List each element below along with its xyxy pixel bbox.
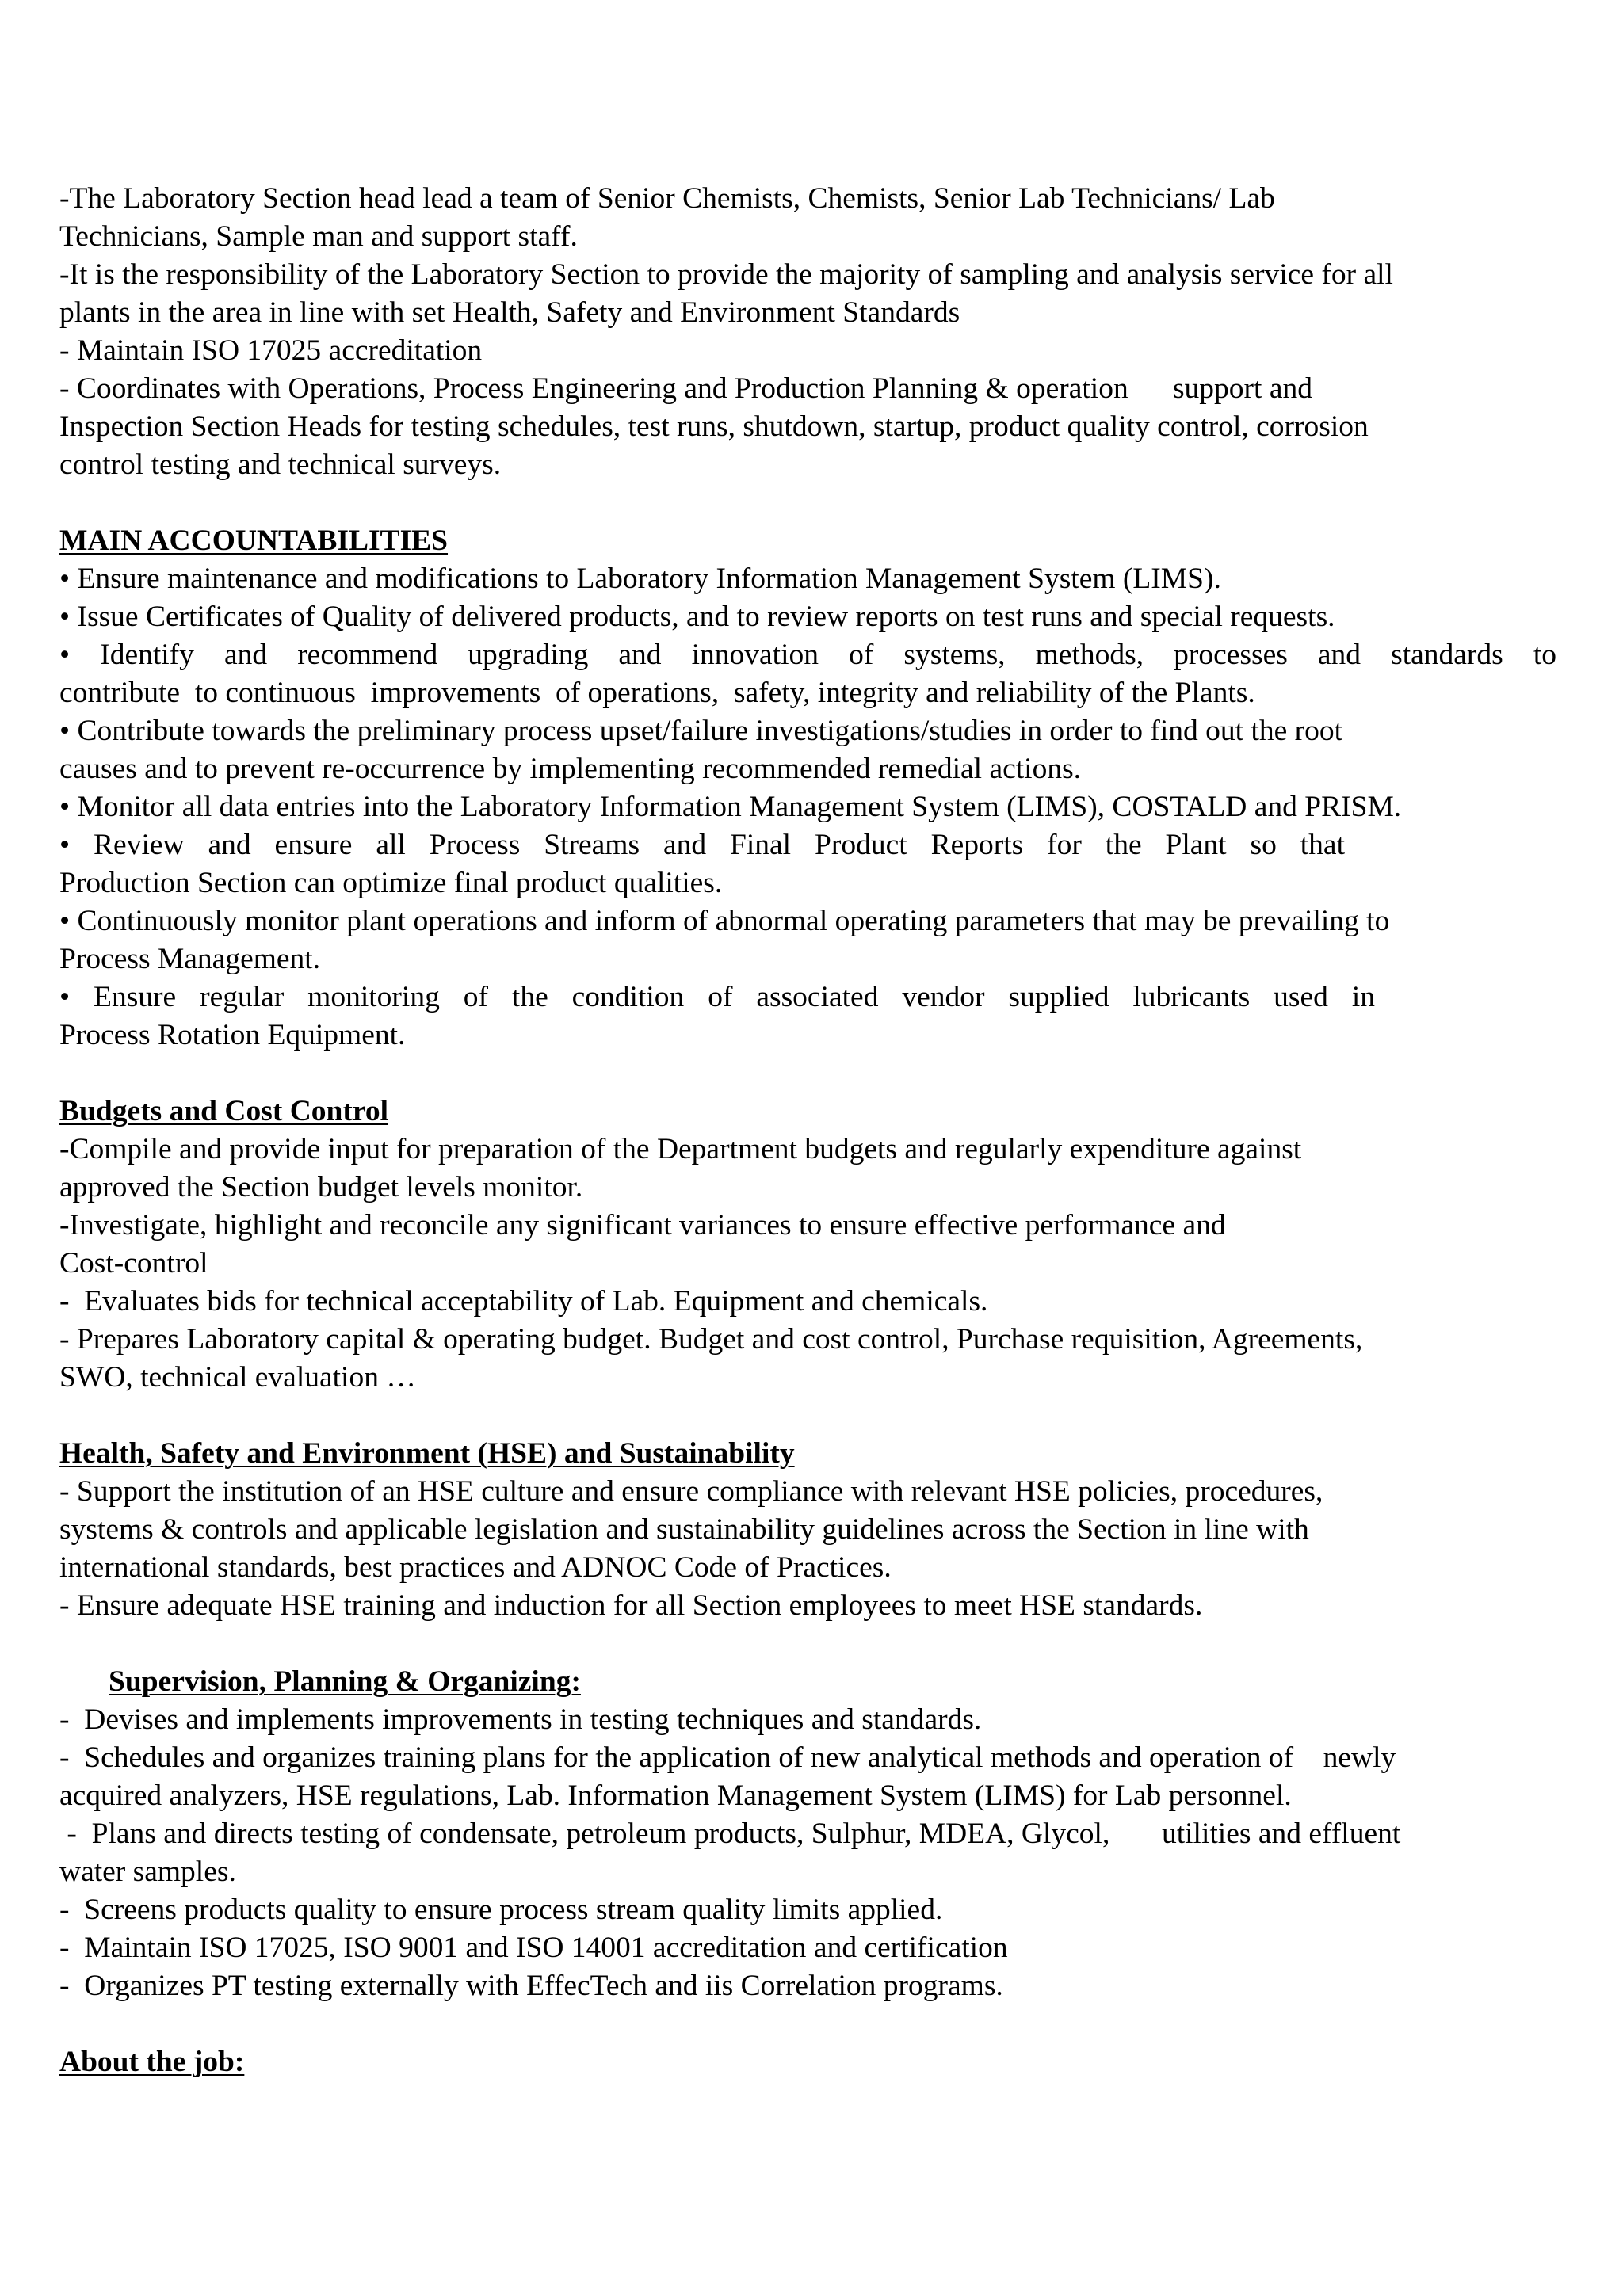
accountability-line: contribute to continuous improvements of operations, safety, integrity and reliability of the Plants. bbox=[59, 677, 1255, 709]
hse-line: international standards, best practices and ADNOC Code of Practices. bbox=[59, 1551, 892, 1584]
supervision-line: - Organizes PT testing externally with EffecTech and iis Correlation programs. bbox=[59, 1970, 1003, 2002]
intro-line: Inspection Section Heads for testing schedules, test runs, shutdown, startup, product quality control, corrosion bbox=[59, 410, 1369, 443]
intro-line: plants in the area in line with set Health, Safety and Environment Standards bbox=[59, 296, 960, 329]
accountability-line: • Monitor all data entries into the Laboratory Information Management System (LIMS), COSTALD and PRISM. bbox=[59, 791, 1402, 823]
intro-line: - Maintain ISO 17025 accreditation bbox=[59, 334, 483, 367]
accountability-line: • Identify and recommend upgrading and innovation of systems, methods, processes and standards to bbox=[59, 639, 1556, 671]
hse-heading: Health, Safety and Environment (HSE) and Sustainability bbox=[59, 1437, 795, 1470]
budgets-heading: Budgets and Cost Control bbox=[59, 1095, 389, 1127]
accountability-line: • Issue Certificates of Quality of delivered products, and to review reports on test runs and special requests. bbox=[59, 601, 1335, 633]
hse-line: - Ensure adequate HSE training and induction for all Section employees to meet HSE standards. bbox=[59, 1589, 1203, 1622]
accountability-line: • Ensure maintenance and modifications to Laboratory Information Management System (LIMS). bbox=[59, 563, 1221, 595]
budgets-line: approved the Section budget levels monitor. bbox=[59, 1171, 583, 1203]
accountability-line: Process Management. bbox=[59, 943, 321, 975]
accountability-line: • Review and ensure all Process Streams and Final Product Reports for the Plant so that bbox=[59, 829, 1345, 861]
intro-line: -It is the responsibility of the Laboratory Section to provide the majority of sampling and analysis service for all bbox=[59, 258, 1393, 291]
intro-line: -The Laboratory Section head lead a team of Senior Chemists, Chemists, Senior Lab Technicians/ Lab bbox=[59, 182, 1275, 215]
budgets-line: -Investigate, highlight and reconcile any significant variances to ensure effective performance and bbox=[59, 1209, 1226, 1241]
intro-line: Technicians, Sample man and support staff. bbox=[59, 220, 578, 253]
supervision-line: - Maintain ISO 17025, ISO 9001 and ISO 14001 accreditation and certification bbox=[59, 1932, 1008, 1964]
intro-line: control testing and technical surveys. bbox=[59, 448, 502, 481]
about-heading: About the job: bbox=[59, 2046, 245, 2078]
accountability-line: • Ensure regular monitoring of the condition of associated vendor supplied lubricants used in bbox=[59, 981, 1375, 1013]
accountability-line: • Continuously monitor plant operations and inform of abnormal operating parameters that may be prevailing to bbox=[59, 905, 1390, 937]
main-accountabilities-heading: MAIN ACCOUNTABILITIES bbox=[59, 524, 449, 557]
budgets-line: - Evaluates bids for technical acceptability of Lab. Equipment and chemicals. bbox=[59, 1285, 988, 1318]
supervision-line: - Schedules and organizes training plans for the application of new analytical methods and operation of newly bbox=[59, 1741, 1396, 1774]
accountability-line: • Contribute towards the preliminary process upset/failure investigations/studies in order to find out the root bbox=[59, 715, 1343, 747]
supervision-heading: Supervision, Planning & Organizing: bbox=[109, 1665, 581, 1698]
budgets-line: Cost-control bbox=[59, 1247, 208, 1280]
accountability-line: causes and to prevent re-occurrence by implementing recommended remedial actions. bbox=[59, 753, 1082, 785]
accountability-line: Production Section can optimize final product qualities. bbox=[59, 867, 723, 899]
supervision-line: - Plans and directs testing of condensate, petroleum products, Sulphur, MDEA, Glycol, utilities and effluent bbox=[59, 1817, 1401, 1850]
intro-line: - Coordinates with Operations, Process Engineering and Production Planning & operation support and bbox=[59, 372, 1312, 405]
supervision-line: - Devises and implements improvements in testing techniques and standards. bbox=[59, 1703, 982, 1736]
supervision-line: water samples. bbox=[59, 1855, 236, 1888]
hse-line: - Support the institution of an HSE culture and ensure compliance with relevant HSE policies, procedures, bbox=[59, 1475, 1323, 1508]
hse-line: systems & controls and applicable legislation and sustainability guidelines across the Section in line with bbox=[59, 1513, 1309, 1546]
budgets-line: -Compile and provide input for preparation of the Department budgets and regularly expenditure against bbox=[59, 1133, 1302, 1165]
supervision-line: - Screens products quality to ensure process stream quality limits applied. bbox=[59, 1894, 943, 1926]
budgets-line: - Prepares Laboratory capital & operating budget. Budget and cost control, Purchase requisition, Agreements, bbox=[59, 1323, 1363, 1356]
accountability-line: Process Rotation Equipment. bbox=[59, 1019, 406, 1051]
supervision-line: acquired analyzers, HSE regulations, Lab. Information Management System (LIMS) for Lab personnel. bbox=[59, 1779, 1292, 1812]
budgets-line: SWO, technical evaluation … bbox=[59, 1361, 416, 1394]
